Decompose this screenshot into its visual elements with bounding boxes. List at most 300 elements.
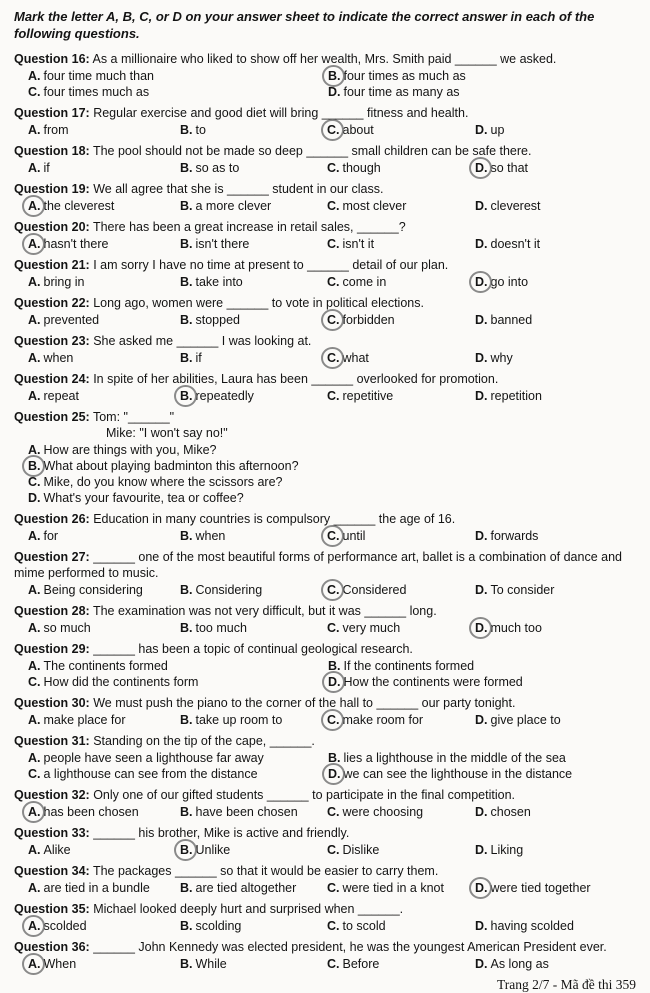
option-letter: D. xyxy=(475,843,488,857)
option xyxy=(475,198,636,214)
option xyxy=(180,198,327,214)
option-letter: A. xyxy=(28,621,41,635)
option xyxy=(180,528,327,544)
option-letter: A. xyxy=(28,69,41,83)
option xyxy=(328,658,636,674)
options-row xyxy=(14,442,636,506)
question-block xyxy=(14,603,636,636)
option-letter: C. xyxy=(327,621,340,635)
option xyxy=(475,582,636,598)
option xyxy=(327,842,475,858)
option-letter-circled: A. xyxy=(28,957,41,971)
option xyxy=(28,880,180,896)
question-stem xyxy=(14,409,636,425)
option-text: four time as many as xyxy=(343,85,460,99)
option xyxy=(327,712,475,728)
question-number: Question 31: xyxy=(14,734,90,748)
option xyxy=(180,956,327,972)
option xyxy=(28,474,636,490)
question-stem-text: Education in many countries is compulsory ______ the age of 16. xyxy=(89,512,456,526)
option xyxy=(28,84,328,100)
option xyxy=(475,388,636,404)
option xyxy=(328,766,636,782)
option xyxy=(180,804,327,820)
question-block xyxy=(14,695,636,728)
question-block xyxy=(14,51,636,100)
option-letter-circled: D. xyxy=(475,161,488,175)
question-block xyxy=(14,409,636,506)
option-text: hasn't there xyxy=(43,237,109,251)
option xyxy=(28,198,180,214)
option xyxy=(28,582,180,598)
question-number: Question 17: xyxy=(14,106,90,120)
option-text: bring in xyxy=(43,275,85,289)
option-text: As long as xyxy=(490,957,549,971)
question-number: Question 20: xyxy=(14,220,90,234)
option-text: very much xyxy=(342,621,401,635)
option-letter-circled: A. xyxy=(28,919,41,933)
question-number: Question 23: xyxy=(14,334,90,348)
option xyxy=(327,274,475,290)
option-text: scolded xyxy=(43,919,87,933)
question-stem xyxy=(14,143,636,159)
question-stem-text: The pool should not be made so deep ______ small children can be safe there. xyxy=(89,144,532,158)
question-stem xyxy=(14,511,636,527)
question-block xyxy=(14,295,636,328)
option-letter: B. xyxy=(180,621,193,635)
option-letter: C. xyxy=(327,161,340,175)
question-stem-text: Long ago, women were ______ to vote in political elections. xyxy=(89,296,424,310)
option-letter-circled: A. xyxy=(28,237,41,251)
option-letter: B. xyxy=(180,123,193,137)
question-stem xyxy=(14,939,636,955)
option-text: were choosing xyxy=(342,805,424,819)
option-text: forwards xyxy=(490,529,539,543)
option xyxy=(28,458,636,474)
option xyxy=(28,274,180,290)
option-text: When xyxy=(43,957,77,971)
option-letter-circled: C. xyxy=(327,123,340,137)
option xyxy=(475,918,636,934)
question-number: Question 36: xyxy=(14,940,90,954)
option-text: How the continents were formed xyxy=(343,675,523,689)
option xyxy=(475,122,636,138)
option-letter: A. xyxy=(28,529,41,543)
option-letter: B. xyxy=(180,237,193,251)
option-text: about xyxy=(342,123,374,137)
option-letter-circled: B. xyxy=(180,389,193,403)
option-letter: C. xyxy=(327,805,340,819)
option-letter-circled: D. xyxy=(328,767,341,781)
option-text: The continents formed xyxy=(43,659,168,673)
option-text: if xyxy=(195,351,202,365)
option-letter: A. xyxy=(28,713,41,727)
question-block xyxy=(14,181,636,214)
option-letter: C. xyxy=(327,199,340,213)
question-stem-text: We all agree that she is ______ student in our class. xyxy=(89,182,384,196)
option-letter-circled: D. xyxy=(475,621,488,635)
option-letter: C. xyxy=(327,275,340,289)
option-letter-circled: C. xyxy=(327,713,340,727)
question-stem-text: ______ has been a topic of continual geological research. xyxy=(89,642,413,656)
option-text: when xyxy=(43,351,74,365)
question-stem xyxy=(14,219,636,235)
question-stem-text: ______ one of the most beautiful forms of performance art, ballet is a combination of dance and mime performed to music. xyxy=(14,550,622,580)
option xyxy=(327,198,475,214)
option xyxy=(328,674,636,690)
option-letter-circled: B. xyxy=(180,843,193,857)
option-letter: A. xyxy=(28,389,41,403)
option xyxy=(327,880,475,896)
question-block xyxy=(14,901,636,934)
option xyxy=(328,750,636,766)
question-number: Question 27: xyxy=(14,550,90,564)
option-letter: C. xyxy=(28,85,41,99)
option-text: much too xyxy=(490,621,542,635)
option xyxy=(28,712,180,728)
option-text: we can see the lighthouse in the distance xyxy=(343,767,573,781)
option-text: chosen xyxy=(490,805,531,819)
option xyxy=(28,122,180,138)
option xyxy=(28,804,180,820)
options-row xyxy=(14,582,636,598)
question-number: Question 18: xyxy=(14,144,90,158)
option xyxy=(180,712,327,728)
options-row xyxy=(14,236,636,252)
option-text: were tied together xyxy=(490,881,591,895)
option-text: too much xyxy=(195,621,247,635)
option-text: What about playing badminton this afternoon? xyxy=(43,459,299,473)
question-stem xyxy=(14,901,636,917)
question-stem xyxy=(14,787,636,803)
question-stem-text: Tom: "______" xyxy=(89,410,175,424)
option-letter: A. xyxy=(28,843,41,857)
option-text: Dislike xyxy=(342,843,380,857)
options-row xyxy=(14,198,636,214)
option xyxy=(28,918,180,934)
option-text: are tied altogether xyxy=(195,881,297,895)
option xyxy=(327,122,475,138)
option-letter: B. xyxy=(180,919,193,933)
option-text: If the continents formed xyxy=(343,659,475,673)
question-block xyxy=(14,333,636,366)
option-text: repetitive xyxy=(342,389,394,403)
question-block xyxy=(14,825,636,858)
question-block xyxy=(14,511,636,544)
option-text: though xyxy=(342,161,381,175)
options-row xyxy=(14,160,636,176)
option-text: so much xyxy=(43,621,91,635)
question-number: Question 26: xyxy=(14,512,90,526)
exam-instruction: Mark the letter A, B, C, or D on your answer sheet to indicate the correct answer in each of the following questions. xyxy=(14,9,595,41)
question-stem xyxy=(14,641,636,657)
option-letter: D. xyxy=(328,85,341,99)
options-row xyxy=(14,956,636,972)
options-row xyxy=(14,122,636,138)
question-number: Question 29: xyxy=(14,642,90,656)
option xyxy=(28,160,180,176)
option-text: so that xyxy=(490,161,529,175)
option-letter: B. xyxy=(180,199,193,213)
option-letter: A. xyxy=(28,123,41,137)
option-text: four time much than xyxy=(43,69,154,83)
option-text: How did the continents form xyxy=(43,675,199,689)
option-text: from xyxy=(43,123,69,137)
question-number: Question 28: xyxy=(14,604,90,618)
option-text: why xyxy=(490,351,513,365)
option-letter: D. xyxy=(475,199,488,213)
options-row xyxy=(14,880,636,896)
question-stem xyxy=(14,105,636,121)
option-text: lies a lighthouse in the middle of the sea xyxy=(343,751,566,765)
question-stem-text: Regular exercise and good diet will bring ______ fitness and health. xyxy=(89,106,469,120)
option-letter: D. xyxy=(28,491,41,505)
option-text: for xyxy=(43,529,59,543)
option-letter-circled: C. xyxy=(327,313,340,327)
option xyxy=(327,312,475,328)
option xyxy=(28,750,328,766)
option-text: banned xyxy=(490,313,533,327)
option xyxy=(327,160,475,176)
option-text: go into xyxy=(490,275,529,289)
option-letter: B. xyxy=(180,529,193,543)
question-stem xyxy=(14,371,636,387)
option-text: isn't it xyxy=(342,237,375,251)
option-text: the cleverest xyxy=(43,199,115,213)
option-letter: D. xyxy=(475,351,488,365)
option xyxy=(180,388,327,404)
option-letter: A. xyxy=(28,161,41,175)
option xyxy=(28,674,328,690)
option xyxy=(327,804,475,820)
option-letter: C. xyxy=(28,675,41,689)
question-stem-text: She asked me ______ I was looking at. xyxy=(89,334,312,348)
question-stem-text: As a millionaire who liked to show off her wealth, Mrs. Smith paid ______ we asked. xyxy=(89,52,557,66)
option-letter: B. xyxy=(328,751,341,765)
option-letter: A. xyxy=(28,275,41,289)
question-number: Question 22: xyxy=(14,296,90,310)
option xyxy=(180,918,327,934)
option-text: a lighthouse can see from the distance xyxy=(43,767,258,781)
option-text: take into xyxy=(195,275,243,289)
option-letter: D. xyxy=(475,313,488,327)
option-text: when xyxy=(195,529,226,543)
question-stem-text: In spite of her abilities, Laura has been ______ overlooked for promotion. xyxy=(89,372,499,386)
option-letter: D. xyxy=(475,123,488,137)
option xyxy=(327,582,475,598)
options-row xyxy=(14,312,636,328)
option xyxy=(180,880,327,896)
option-letter: C. xyxy=(327,237,340,251)
option-text: four times as much as xyxy=(343,69,466,83)
option xyxy=(475,312,636,328)
option-letter: B. xyxy=(180,805,193,819)
option-letter: D. xyxy=(475,583,488,597)
question-number: Question 19: xyxy=(14,182,90,196)
questions-list xyxy=(14,51,636,972)
options-row xyxy=(14,274,636,290)
option xyxy=(328,68,636,84)
option-text: up xyxy=(490,123,505,137)
option xyxy=(28,236,180,252)
option-letter: B. xyxy=(180,881,193,895)
option xyxy=(328,84,636,100)
option-text: Unlike xyxy=(195,843,231,857)
option-letter: D. xyxy=(475,237,488,251)
option-text: cleverest xyxy=(490,199,541,213)
question-stem xyxy=(14,333,636,349)
option-letter: C. xyxy=(327,389,340,403)
option xyxy=(180,312,327,328)
question-stem xyxy=(14,51,636,67)
option xyxy=(475,880,636,896)
option-text: stopped xyxy=(195,313,240,327)
question-number: Question 30: xyxy=(14,696,90,710)
option-text: While xyxy=(195,957,227,971)
option-letter-circled: A. xyxy=(28,805,41,819)
option xyxy=(327,236,475,252)
option-text: give place to xyxy=(490,713,561,727)
option-text: what xyxy=(342,351,369,365)
option xyxy=(327,388,475,404)
option-letter: A. xyxy=(28,751,41,765)
options-row xyxy=(14,350,636,366)
option-letter: B. xyxy=(180,713,193,727)
question-stem xyxy=(14,549,636,581)
question-block xyxy=(14,863,636,896)
question-number: Question 24: xyxy=(14,372,90,386)
option xyxy=(475,350,636,366)
option xyxy=(475,956,636,972)
option-letter: B. xyxy=(180,161,193,175)
option xyxy=(475,160,636,176)
question-stem-text: Michael looked deeply hurt and surprised when ______. xyxy=(89,902,404,916)
option-letter: A. xyxy=(28,659,41,673)
option-text: so as to xyxy=(195,161,240,175)
option xyxy=(475,236,636,252)
option-text: most clever xyxy=(342,199,407,213)
options-row xyxy=(14,842,636,858)
option xyxy=(475,842,636,858)
question-stem xyxy=(14,257,636,273)
option-letter: D. xyxy=(475,389,488,403)
option-text: Alike xyxy=(43,843,71,857)
question-stem xyxy=(14,295,636,311)
option-text: scolding xyxy=(195,919,242,933)
option xyxy=(180,350,327,366)
option-text: repeatedly xyxy=(195,389,254,403)
question-stem xyxy=(14,695,636,711)
option-letter: C. xyxy=(28,767,41,781)
options-row xyxy=(14,68,636,100)
option-letter: D. xyxy=(475,805,488,819)
options-row xyxy=(14,528,636,544)
option-text: Before xyxy=(342,957,380,971)
question-number: Question 25: xyxy=(14,410,90,424)
option-letter: C. xyxy=(327,843,340,857)
option-text: four times much as xyxy=(43,85,150,99)
question-number: Question 34: xyxy=(14,864,90,878)
option-text: How are things with you, Mike? xyxy=(43,443,217,457)
options-row xyxy=(14,750,636,782)
option-text: forbidden xyxy=(342,313,395,327)
question-number: Question 16: xyxy=(14,52,90,66)
option-text: having scolded xyxy=(490,919,574,933)
option-letter: B. xyxy=(180,351,193,365)
question-number: Question 33: xyxy=(14,826,90,840)
option-text: To consider xyxy=(490,583,555,597)
option-text: Being considering xyxy=(43,583,143,597)
option-letter: D. xyxy=(475,529,488,543)
options-row xyxy=(14,658,636,690)
option xyxy=(28,68,328,84)
question-block xyxy=(14,787,636,820)
option-text: a more clever xyxy=(195,199,272,213)
option-letter-circled: C. xyxy=(327,583,340,597)
question-block xyxy=(14,939,636,972)
option-letter: D. xyxy=(475,957,488,971)
option-letter: B. xyxy=(180,275,193,289)
option xyxy=(28,490,636,506)
option xyxy=(28,766,328,782)
option xyxy=(475,804,636,820)
option-text: make place for xyxy=(43,713,126,727)
question-block xyxy=(14,371,636,404)
option-text: isn't there xyxy=(195,237,250,251)
question-stem-text: ______ his brother, Mike is active and friendly. xyxy=(89,826,350,840)
question-stem xyxy=(14,825,636,841)
option xyxy=(28,620,180,636)
question-block xyxy=(14,641,636,690)
option-letter: A. xyxy=(28,351,41,365)
option-text: have been chosen xyxy=(195,805,298,819)
option-letter: A. xyxy=(28,881,41,895)
option xyxy=(28,658,328,674)
option xyxy=(475,274,636,290)
option xyxy=(180,122,327,138)
option-letter: B. xyxy=(180,313,193,327)
option xyxy=(475,620,636,636)
question-stem-text: We must push the piano to the corner of the hall to ______ our party tonight. xyxy=(89,696,516,710)
options-row xyxy=(14,388,636,404)
option xyxy=(28,956,180,972)
option-letter-circled: D. xyxy=(475,881,488,895)
question-block xyxy=(14,257,636,290)
option-text: if xyxy=(43,161,50,175)
question-number: Question 21: xyxy=(14,258,90,272)
page-footer: Trang 2/7 - Mã đề thi 359 xyxy=(497,977,636,992)
option-letter-circled: B. xyxy=(328,69,341,83)
options-row xyxy=(14,804,636,820)
question-block xyxy=(14,105,636,138)
option-text: come in xyxy=(342,275,387,289)
option xyxy=(180,842,327,858)
option-letter: B. xyxy=(180,957,193,971)
option-letter: C. xyxy=(28,475,41,489)
option-text: has been chosen xyxy=(43,805,139,819)
option-text: Mike, do you know where the scissors are? xyxy=(43,475,283,489)
option-text: were tied in a knot xyxy=(342,881,444,895)
option-letter: D. xyxy=(475,713,488,727)
option-text: What's your favourite, tea or coffee? xyxy=(43,491,244,505)
option xyxy=(327,350,475,366)
option-letter-circled: D. xyxy=(475,275,488,289)
option-text: to scold xyxy=(342,919,386,933)
question-stem-text: The examination was not very difficult, but it was ______ long. xyxy=(89,604,437,618)
question-stem-text: Standing on the tip of the cape, ______. xyxy=(89,734,315,748)
option xyxy=(327,918,475,934)
question-stem xyxy=(14,733,636,749)
